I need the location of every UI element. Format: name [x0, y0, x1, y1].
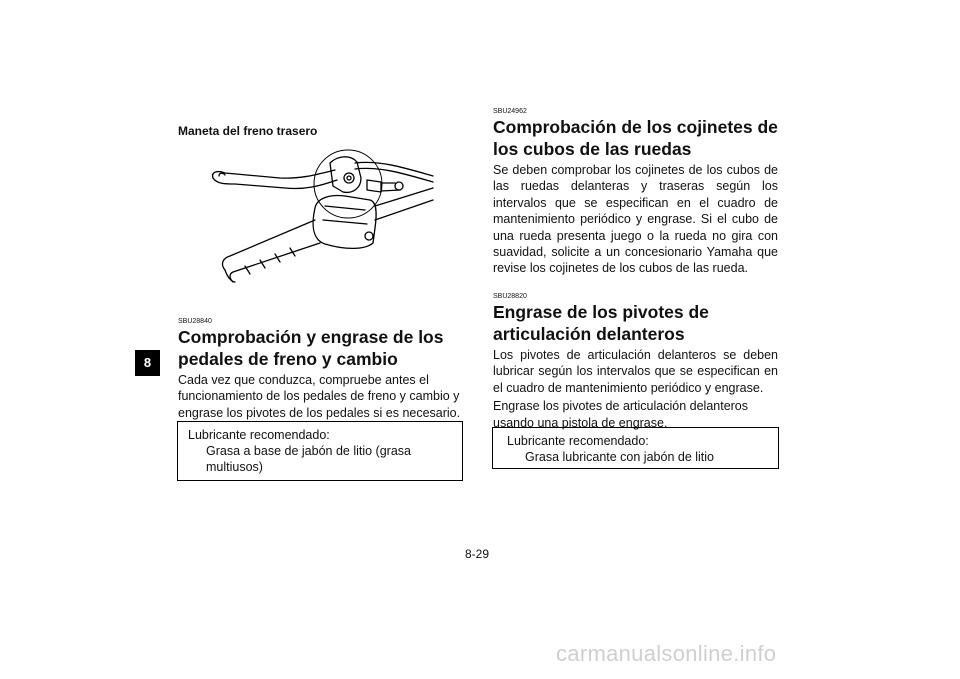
page-number: 8-29 — [465, 547, 490, 561]
lubricant-box-left — [177, 421, 463, 481]
section-heading: Comprobación y engrase de los pedales de freno y cambio — [178, 327, 444, 369]
section-code: SBU28820 — [493, 293, 527, 300]
lube-value: Grasa lubricante con jabón de litio — [525, 450, 715, 464]
lube-title: Lubricante recomendado: — [188, 428, 330, 442]
section-body: Los pivotes de articulación delanteros se deben lubricar según los intervalos que se especifican en el cuadro de mantenimiento periódico y engrase. — [493, 348, 778, 395]
lube-title: Lubricante recomendado: — [507, 434, 649, 448]
section-body: Se deben comprobar los cojinetes de los cubos de las ruedas delanteras y traseras según los intervalos que se especifican en el cuadro de mantenimiento periódico y engrase. Si el cubo de una rueda presenta juego o la rueda no gira con suavidad, solicite a un concesionario Yamaha que revise los cojinetes de los cubos de las rueda. — [493, 163, 778, 276]
section-code: SBU24962 — [493, 108, 527, 115]
hub-bearings-section — [493, 108, 778, 277]
lube-value: Grasa a base de jabón de litio (grasa multiusos) — [206, 444, 411, 474]
section-heading: Comprobación de los cojinetes de los cubos de las ruedas — [493, 117, 778, 159]
section-heading: Engrase de los pivotes de articulación delanteros — [493, 302, 709, 344]
knuckle-pivots-section — [493, 293, 778, 431]
section-body: Engrase los pivotes de articulación delanteros usando una pistola de engrase. — [493, 399, 749, 430]
brake-pedal-section — [178, 318, 463, 421]
figure-caption: Maneta del freno trasero — [178, 124, 318, 138]
lubricant-box-right — [492, 427, 779, 469]
brake-lever-illustration — [205, 148, 435, 298]
section-body: Cada vez que conduzca, compruebe antes el funcionamiento de los pedales de freno y cambio y engrase los pivotes de los pedales si es necesario. — [178, 373, 461, 420]
chapter-tab: 8 — [135, 350, 160, 376]
watermark: carmanualsonline.info — [556, 641, 777, 666]
section-code: SBU28840 — [178, 318, 212, 325]
